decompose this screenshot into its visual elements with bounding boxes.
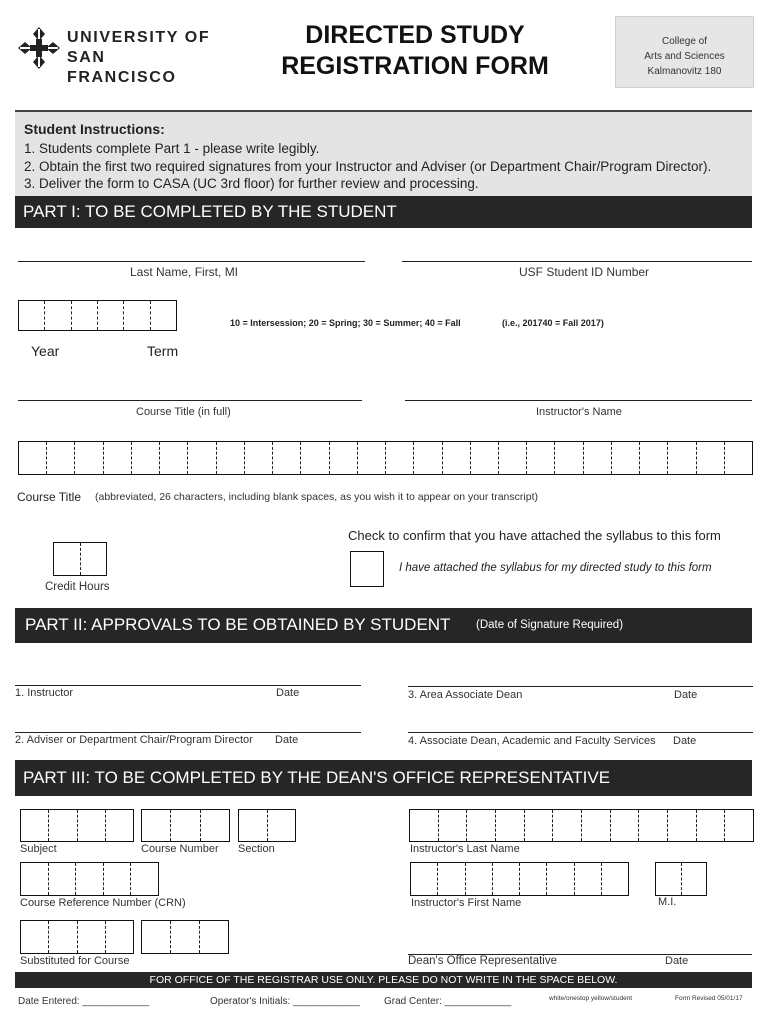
instructor-last-name-label: Instructor's Last Name [410,843,520,855]
char-box[interactable] [471,442,499,474]
college-line-1: College of [661,36,708,47]
mi-label: M.I. [658,896,677,908]
subject-char-box[interactable] [106,810,133,841]
section-label: Section [238,843,275,855]
course-number-box[interactable] [142,810,171,841]
instructor-signature-line[interactable] [15,684,361,686]
char-box[interactable] [358,442,386,474]
char-box[interactable] [520,863,547,895]
term-example: (i.e., 201740 = Fall 2017) [502,318,604,328]
credit-hours-boxes[interactable] [53,542,107,576]
crn-label: Course Reference Number (CRN) [20,897,186,909]
adviser-signature-label: 2. Adviser or Department Chair/Program Director [15,734,253,746]
syllabus-checkbox[interactable] [350,551,384,587]
year-digit-box[interactable] [19,301,45,330]
char-box[interactable] [414,442,442,474]
subject-char-box[interactable] [49,921,77,953]
char-box[interactable] [301,442,329,474]
subject-char-box[interactable] [78,921,106,953]
substituted-subject-boxes[interactable] [20,920,134,954]
college-line-2: Arts and Sciences [644,51,725,62]
char-box[interactable] [467,810,496,841]
instruction-step-2: 2. Obtain the first two required signatures from your Instructor and Adviser (or Department Chair/Program Director). [24,158,712,174]
part3-title: PART III: TO BE COMPLETED BY THE DEAN'S OFFICE REPRESENTATIVE [23,768,611,787]
student-id-line[interactable] [402,260,752,262]
char-box[interactable] [668,810,697,841]
char-box[interactable] [104,442,132,474]
instruction-step-3: 3. Deliver the form to CASA (UC 3rd floor) for further review and processing. [24,176,479,191]
crn-digit-box[interactable] [76,863,104,895]
char-box[interactable] [75,442,103,474]
char-box[interactable] [411,863,438,895]
subject-char-box[interactable] [78,810,106,841]
form-revised: Form Revised 05/01/17 [675,995,743,1002]
instructor-first-name-label: Instructor's First Name [411,897,522,909]
term-digit-box[interactable] [124,301,150,330]
section-box[interactable] [239,810,268,841]
char-box[interactable] [584,442,612,474]
logo-line-1: UNIVERSITY OF [67,29,211,46]
char-box[interactable] [582,810,611,841]
year-term-boxes[interactable] [18,300,177,331]
part3-header [15,760,752,796]
char-box[interactable] [330,442,358,474]
area-dean-label: 3. Area Associate Dean [408,689,523,701]
course-number-box[interactable] [171,810,200,841]
term-digit-box[interactable] [151,301,176,330]
char-box[interactable] [640,442,668,474]
char-box[interactable] [493,863,520,895]
mi-box[interactable] [656,863,682,895]
char-box[interactable] [668,442,696,474]
char-box[interactable] [499,442,527,474]
section-boxes[interactable] [238,809,296,842]
crn-boxes[interactable] [20,862,159,896]
course-title-abbr-boxes[interactable] [18,441,753,475]
year-digit-box[interactable] [98,301,124,330]
form-title-line-2: REGISTRATION FORM [281,52,549,80]
dean-rep-label: Dean's Office Representative [408,955,558,967]
char-box[interactable] [273,442,301,474]
operator-initials-field: Operator's Initials: ____________ [210,996,360,1007]
char-box[interactable] [386,442,414,474]
char-box[interactable] [639,810,668,841]
instructor-first-name-boxes[interactable] [410,862,629,896]
name-label: Last Name, First, MI [130,265,239,279]
crn-digit-box[interactable] [21,863,49,895]
subject-boxes[interactable] [20,809,134,842]
char-box[interactable] [19,442,47,474]
course-number-box[interactable] [142,921,171,953]
char-box[interactable] [47,442,75,474]
subject-char-box[interactable] [21,810,49,841]
char-box[interactable] [725,810,753,841]
term-codes: 10 = Intersession; 20 = Spring; 30 = Summer; 40 = Fall [230,318,461,328]
college-box [615,16,754,88]
syllabus-text: I have attached the syllabus for my directed study to this form [399,562,712,574]
char-box[interactable] [697,810,726,841]
instructor-last-name-boxes[interactable] [409,809,754,842]
mi-box[interactable] [682,863,707,895]
char-box[interactable] [553,810,582,841]
dean-rep-date-label: Date [665,955,689,967]
subject-char-box[interactable] [106,921,133,953]
subject-char-box[interactable] [21,921,49,953]
char-box[interactable] [697,442,725,474]
form-title-line-1: DIRECTED STUDY [305,21,525,49]
college-line-3: Kalmanovitz 180 [647,66,722,77]
date-entered-field: Date Entered: ____________ [18,996,150,1007]
adviser-signature-line[interactable] [15,731,361,733]
course-title-label: Course Title (in full) [136,406,231,418]
mi-boxes[interactable] [655,862,707,896]
course-number-box[interactable] [201,810,229,841]
char-box[interactable] [612,442,640,474]
char-box[interactable] [725,442,752,474]
instruction-step-1: 1. Students complete Part 1 - please write legibly. [24,141,320,156]
char-box[interactable] [410,810,439,841]
grad-center-field: Grad Center: ____________ [384,996,512,1007]
instructor-name-label: Instructor's Name [536,406,622,418]
instructor-date-label: Date [276,687,300,699]
instructions-panel [15,110,752,198]
course-number-label: Course Number [141,843,219,855]
logo-line-2: SAN FRANCISCO [67,49,177,86]
syllabus-heading: Check to confirm that you have attached the syllabus to this form [348,528,721,543]
subject-label: Subject [20,843,57,855]
char-box[interactable] [575,863,602,895]
university-logo [16,25,216,86]
credit-hours-label: Credit Hours [45,581,110,593]
registrar-banner [15,972,752,988]
char-box[interactable] [547,863,574,895]
university-seal-icon [16,25,62,71]
year-digit-box[interactable] [72,301,98,330]
course-title-abbr-note: (abbreviated, 26 characters, including blank spaces, as you wish it to appear on your transcript) [95,491,538,503]
credit-digit-box[interactable] [54,543,81,575]
char-box[interactable] [525,810,554,841]
name-line[interactable] [18,260,365,262]
form-title [260,20,570,82]
area-dean-signature-line[interactable] [408,685,753,687]
char-box[interactable] [438,863,465,895]
course-number-boxes[interactable] [141,809,230,842]
char-box[interactable] [439,810,468,841]
part1-title: PART I: TO BE COMPLETED BY THE STUDENT [23,202,397,221]
registrar-banner-text: FOR OFFICE OF THE REGISTRAR USE ONLY. PLEASE DO NOT WRITE IN THE SPACE BELOW. [149,974,618,986]
crn-digit-box[interactable] [104,863,132,895]
crn-digit-box[interactable] [49,863,77,895]
substituted-course-number-boxes[interactable] [141,920,229,954]
char-box[interactable] [217,442,245,474]
char-box[interactable] [160,442,188,474]
part2-note: (Date of Signature Required) [476,619,624,631]
char-box[interactable] [245,442,273,474]
student-id-label: USF Student ID Number [519,265,650,279]
adviser-date-label: Date [275,734,299,746]
char-box[interactable] [443,442,471,474]
char-box[interactable] [466,863,493,895]
year-digit-box[interactable] [45,301,71,330]
part2-header [15,608,752,643]
assoc-dean-signature-line[interactable] [408,731,753,733]
course-title-abbr-label: Course Title [17,490,82,504]
substituted-label: Substituted for Course [20,955,130,967]
course-number-box[interactable] [200,921,228,953]
subject-char-box[interactable] [49,810,77,841]
course-title-line[interactable] [18,399,362,401]
instructions-heading: Student Instructions: [24,121,165,137]
credit-digit-box[interactable] [81,543,107,575]
char-box[interactable] [602,863,628,895]
instructor-name-line[interactable] [405,399,752,401]
copy-distribution: white/onestop yellow/student [549,995,633,1002]
instructor-signature-label: 1. Instructor [15,687,74,699]
term-label: Term [147,343,179,359]
char-box[interactable] [496,810,525,841]
char-box[interactable] [555,442,583,474]
section-box[interactable] [268,810,296,841]
part1-header [15,196,752,228]
char-box[interactable] [188,442,216,474]
year-label: Year [31,343,60,359]
crn-digit-box[interactable] [131,863,158,895]
area-dean-date-label: Date [674,689,698,701]
assoc-dean-date-label: Date [673,735,697,747]
char-box[interactable] [132,442,160,474]
assoc-dean-label: 4. Associate Dean, Academic and Faculty Services [408,735,656,747]
course-number-box[interactable] [171,921,200,953]
char-box[interactable] [611,810,640,841]
char-box[interactable] [527,442,555,474]
part2-title: PART II: APPROVALS TO BE OBTAINED BY STUDENT [25,615,451,634]
